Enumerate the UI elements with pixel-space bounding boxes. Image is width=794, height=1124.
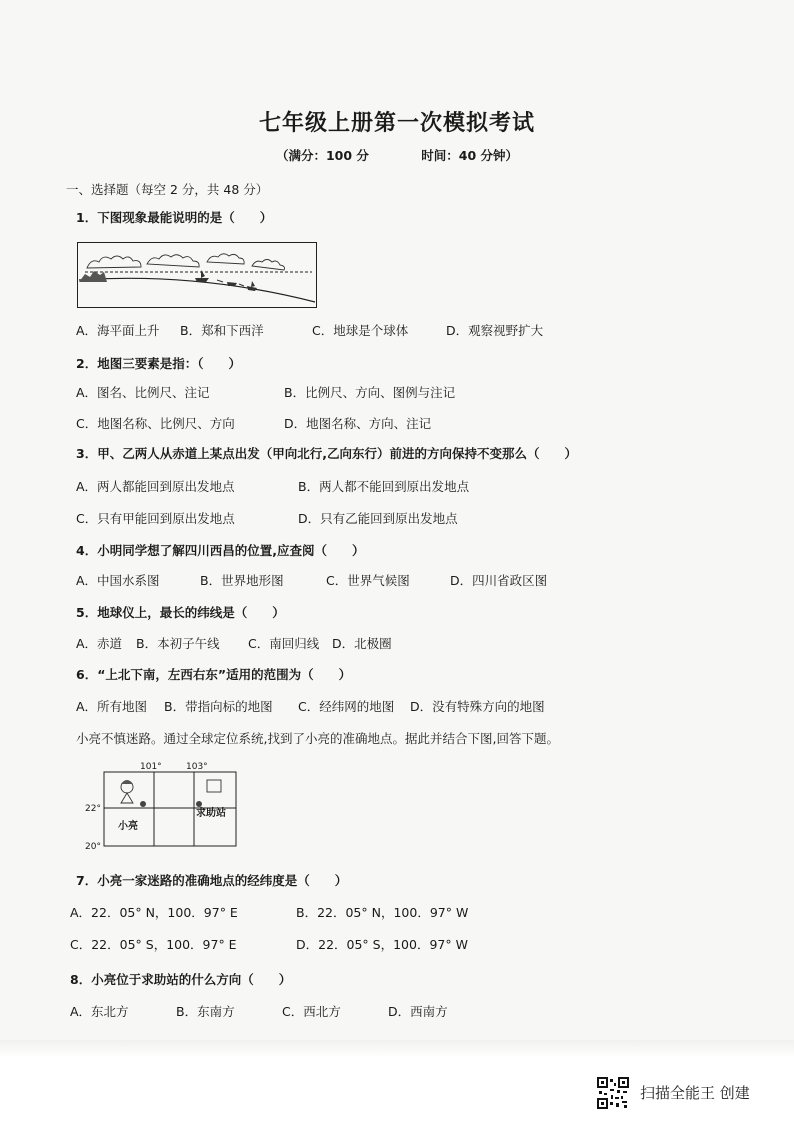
question-5-stem: 5．地球仪上，最长的纬线是（ ）: [76, 605, 285, 620]
exam-title: 七年级上册第一次模拟考试: [258, 111, 535, 136]
reading-passage: 小亮不慎迷路。通过全球定位系统,找到了小亮的准确地点。据此并结合下图,回答下题。: [76, 731, 559, 746]
scanner-watermark: 扫描全能王 创建: [640, 1084, 750, 1102]
option-a[interactable]: A．图名、比例尺、注记: [76, 385, 210, 400]
option-a[interactable]: A．所有地图: [76, 699, 148, 714]
question-7-options-row2: [70, 935, 770, 953]
option-b[interactable]: B．22．05° N，100．97° W: [296, 905, 469, 920]
option-b[interactable]: B．本初子午线: [136, 636, 220, 651]
option-a[interactable]: A．22．05° N，100．97° E: [70, 905, 238, 920]
option-a[interactable]: A．东北方: [70, 1004, 129, 1019]
option-c[interactable]: C．南回归线: [248, 636, 320, 651]
lat-label-22: 22°: [85, 804, 101, 814]
option-a[interactable]: A．中国水系图: [76, 573, 160, 588]
exam-info: [0, 146, 794, 164]
cell-label-xiaoliang: 小亮: [118, 821, 138, 832]
option-d[interactable]: D．没有特殊方向的地图: [410, 699, 545, 714]
section-heading: 一、选择题（每空 2 分，共 48 分）: [66, 182, 269, 197]
option-c[interactable]: C．地球是个球体: [312, 323, 409, 338]
option-b[interactable]: B．世界地形图: [200, 573, 284, 588]
option-d[interactable]: D．观察视野扩大: [446, 323, 544, 338]
option-c[interactable]: C．经纬网的地图: [298, 699, 395, 714]
exam-time: 时间：40 分钟）: [421, 148, 519, 163]
qr-code-icon: [597, 1077, 629, 1109]
question-3-options-row1: [76, 477, 776, 495]
question-7-stem: 7．小亮一家迷路的准确地点的经纬度是（ ）: [76, 873, 348, 888]
question-2-options-row1: [76, 383, 776, 401]
option-b[interactable]: B．两人都不能回到原出发地点: [298, 479, 470, 494]
question-1-stem: 1．下图现象最能说明的是（ ）: [76, 210, 273, 225]
question-8-options: [70, 1002, 770, 1020]
option-b[interactable]: B．东南方: [176, 1004, 235, 1019]
scan-edge: [0, 1040, 794, 1058]
question-2-options-row2: [76, 414, 776, 432]
question-6-options: [76, 697, 776, 715]
question-6-stem: 6．“上北下南，左西右东”适用的范围为（ ）: [76, 667, 352, 682]
question-1-options: [76, 321, 776, 339]
option-a[interactable]: A．两人都能回到原出发地点: [76, 479, 235, 494]
lon-label-103: 103°: [186, 762, 208, 772]
question-4-stem: 4．小明同学想了解四川西昌的位置,应查阅（ ）: [76, 543, 365, 558]
cell-label-help-station: 求助站: [196, 808, 226, 819]
option-d[interactable]: D．西南方: [388, 1004, 448, 1019]
option-b[interactable]: B．带指向标的地图: [164, 699, 273, 714]
option-c[interactable]: C．22．05° S，100．97° E: [70, 937, 237, 952]
horizon-ship-figure: [77, 242, 317, 308]
option-c[interactable]: C．只有甲能回到原出发地点: [76, 511, 235, 526]
question-3-stem: 3．甲、乙两人从赤道上某点出发（甲向北行,乙向东行）前进的方向保持不变那么（ ）: [76, 446, 577, 461]
option-b[interactable]: B．比例尺、方向、图例与注记: [284, 385, 456, 400]
question-2-stem: 2．地图三要素是指：（ ）: [76, 356, 241, 371]
option-d[interactable]: D．22．05° S，100．97° W: [296, 937, 468, 952]
option-a[interactable]: A．海平面上升: [76, 323, 160, 338]
option-d[interactable]: D．地图名称、方向、注记: [284, 416, 432, 431]
lat-label-20: 20°: [85, 842, 101, 852]
option-d[interactable]: D．只有乙能回到原出发地点: [298, 511, 458, 526]
option-c[interactable]: C．西北方: [282, 1004, 341, 1019]
question-5-options: [76, 634, 776, 652]
option-a[interactable]: A．赤道: [76, 636, 123, 651]
lon-label-101: 101°: [140, 762, 162, 772]
option-c[interactable]: C．地图名称、比例尺、方向: [76, 416, 235, 431]
option-d[interactable]: D．北极圈: [332, 636, 392, 651]
question-7-options-row1: [70, 903, 770, 921]
exam-score: （满分：100 分: [275, 148, 369, 163]
lat-lon-grid-figure: [82, 760, 262, 860]
question-8-stem: 8．小亮位于求助站的什么方向（ ）: [70, 972, 292, 987]
grid-lines: [82, 760, 262, 860]
option-b[interactable]: B．郑和下西洋: [180, 323, 264, 338]
option-c[interactable]: C．世界气候图: [326, 573, 410, 588]
option-d[interactable]: D．四川省政区图: [450, 573, 548, 588]
question-4-options: [76, 571, 776, 589]
question-3-options-row2: [76, 509, 776, 527]
